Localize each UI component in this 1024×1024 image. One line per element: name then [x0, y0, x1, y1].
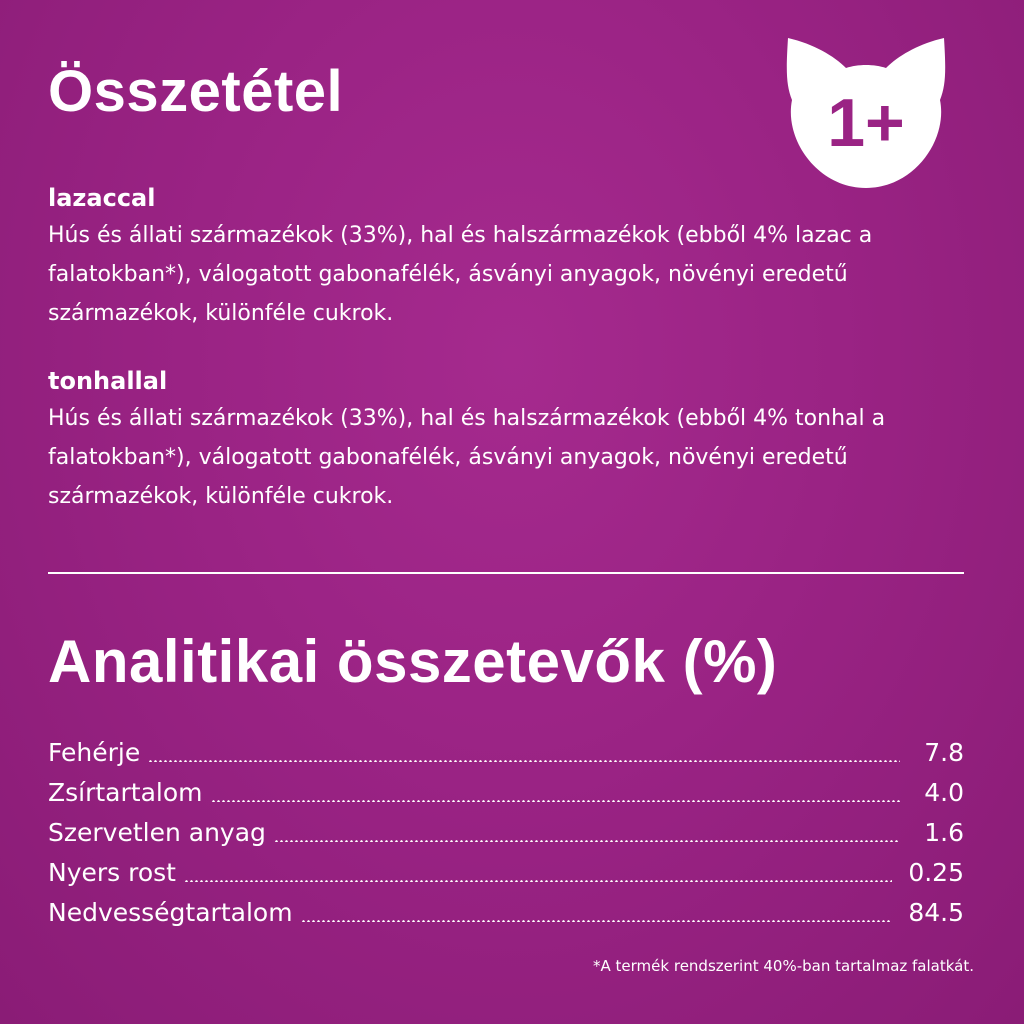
nutrient-value: 0.25	[908, 858, 964, 887]
nutrient-label: Nyers rost	[48, 858, 176, 887]
nutrient-value: 7.8	[924, 738, 964, 767]
footnote: *A termék rendszerint 40%-ban tartalmaz falatkát.	[593, 957, 974, 975]
nutrient-row-ash	[48, 813, 964, 853]
nutrient-value: 1.6	[924, 818, 964, 847]
dot-leader	[148, 760, 900, 762]
dot-leader	[184, 880, 892, 882]
nutrient-row-moisture	[48, 893, 964, 933]
section-heading-salmon: lazaccal	[48, 184, 156, 212]
nutrient-value: 84.5	[908, 898, 964, 927]
dot-leader	[211, 800, 901, 802]
composition-section-salmon	[48, 180, 948, 333]
section-text-salmon: Hús és állati származékok (33%), hal és halszármazékok (ebből 4% lazac a falatokban*), válogatott gabonafélék, ásványi anyagok, növényi eredetű származékok, különféle cukrok.	[48, 223, 873, 326]
section-text-tuna: Hús és állati származékok (33%), hal és halszármazékok (ebből 4% tonhal a falatokban*), válogatott gabonafélék, ásványi anyagok, növényi eredetű származékok, különféle cukrok.	[48, 406, 886, 509]
analytics-title: Analitikai összetevők (%)	[48, 628, 778, 695]
dot-leader	[274, 840, 900, 842]
page-title: Összetétel	[48, 59, 344, 124]
nutrient-row-fibre	[48, 853, 964, 893]
nutrient-label: Szervetlen anyag	[48, 818, 266, 847]
nutrient-label: Nedvességtartalom	[48, 898, 293, 927]
nutrient-row-protein	[48, 733, 964, 773]
nutrient-value: 4.0	[924, 778, 964, 807]
dot-leader	[301, 920, 893, 922]
nutrient-row-fat	[48, 773, 964, 813]
nutrient-label: Zsírtartalom	[48, 778, 203, 807]
nutrient-table	[48, 733, 964, 933]
section-heading-tuna: tonhallal	[48, 367, 168, 395]
cat-head-icon	[778, 30, 954, 192]
section-divider	[48, 572, 964, 574]
badge-label: 1+	[827, 85, 905, 161]
composition-section-tuna	[48, 363, 948, 516]
nutrient-label: Fehérje	[48, 738, 141, 767]
